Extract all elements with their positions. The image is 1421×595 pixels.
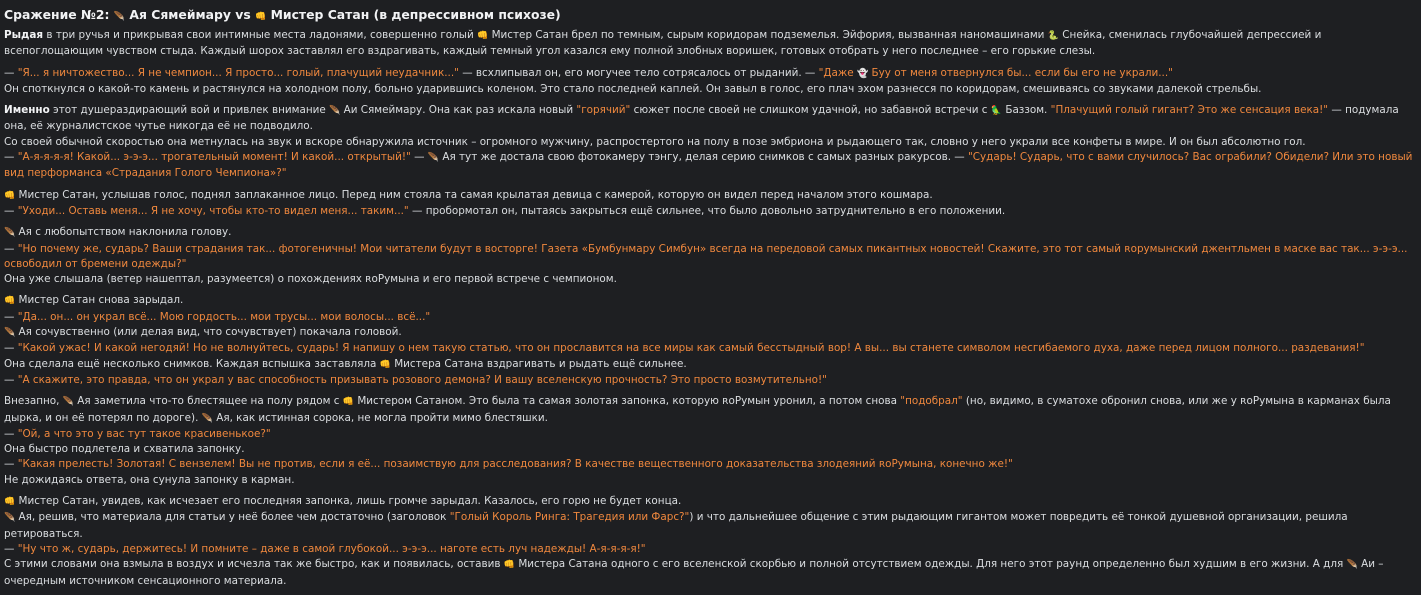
paragraph-5: 🪶 Ая с любопытством наклонила голову. — "Но почему же, сударь? Ваши страдания так... фотогеничны! Мои читатели будут в восторге! Газета «Бумбунмару Симбун» всегда на передовой самых пикантных новостей! Скажите, это тот самый ʀᴏрумынский джентльмен в маске вас так... э-э-э... освободил от бремени одежды?" Она уже слышала (ветер нашептал, разумеется) о похождениях ʀᴏРумына и его первой встрече с чемпионом. — [4, 226, 1408, 286]
buu-icon: 👻 — [856, 68, 869, 79]
paragraph-7: Внезапно, 🪶 Ая заметила что-то блестящее на полу рядом с 👊 Мистером Сатаном. Это была та самая золотая запонка, которую ʀᴏРумын уронил, а потом снова "подобрал" (но, видимо, в суматохе обронил снова, или же у ʀᴏРумына в карманах была дырка, и он её потерял по дороге). 🪶 Ая, как истинная сорока, не могла пройти мимо блестяшки. — "Ой, а что это у вас тут такое красивенькое?" Она быстро подлетела и схватила запонку. — "Какая прелесть! Золотая! С вензелем! Вы не против, если я её... позаимствую для расследования? В качестве вещественного доказательства злодеяний ʀᴏРумына, конечно же!" Не дожидаясь ответа, она сунула запонку в карман. — [4, 395, 1391, 486]
aya-icon: 🪶 — [113, 12, 126, 22]
satan-icon: 👊 — [342, 397, 355, 408]
aya-icon: 🪶 — [427, 153, 440, 164]
satan-icon: 👊 — [4, 296, 16, 307]
snake-icon: 🐍 — [1047, 31, 1059, 41]
paragraph-4: 👊 Мистер Сатан, услышав голос, поднял заплаканное лицо. Перед ним стояла та самая крылатая девица с камерой, которую он видел перед началом этого кошмара. — "Уходи... Оставь меня... Я не хочу, чтобы кто-то видел меня... таким..." — пробормотал он, пытаясь закрыться ещё сильнее, что было довольно затруднительно в его положении. — [4, 188, 1006, 217]
bazzom-icon: 🦜 — [990, 106, 1002, 117]
aya-icon: 🪶 — [4, 328, 16, 339]
satan-icon: 👊 — [477, 31, 489, 41]
satan-icon: 👊 — [4, 190, 16, 201]
document — [4, 6, 1416, 595]
aya-icon: 🪶 — [4, 513, 16, 524]
aya-icon: 🪶 — [1346, 560, 1358, 571]
paragraph-6: 👊 Мистер Сатан снова зарыдал. — "Да... он... он украл всё... Мою гордость... мои трусы... мои волосы... всё..." 🪶 Ая сочувственно (или делая вид, что сочувствует) покачала головой. — "Какой ужас! И какой негодяй! Но не волнуйтесь, сударь! Я напишу о нем такую статью, что он прославится на все миры как самый бесстыдный вор! А вы... вы станете символом несгибаемого духа, даже перед лицом полного... раздевания!" Она сделала ещё несколько снимков. Каждая вспышка заставляла 👊 Мистера Сатана вздрагивать и рыдать ещё сильнее. — "А скажите, это правда, что он украл у вас способность призывать розового демона? И вашу вселенскую прочность? Это просто возмутительно!" — [4, 294, 1365, 386]
satan-icon: 👊 — [4, 497, 16, 508]
satan-icon: 👊 — [379, 359, 391, 370]
satan-icon: 👊 — [255, 12, 267, 22]
aya-icon: 🪶 — [201, 413, 213, 424]
paragraph-1: Рыдая в три ручья и прикрывая свои интимные места ладонями, совершенно голый 👊 Мистер Сатан брел по темным, сырым коридорам подземелья. Эйфория, вызванная наномашинами 🐍 Снейка, сменилась глубочайшей депрессией и всепоглощающим чувством стыда. Каждый шорох заставлял его вздрагивать, каждый темный угол казался ему полной злобных воришек, готовых отобрать у него последнее – его горькие слезы. — [4, 29, 1322, 58]
aya-icon: 🪶 — [4, 228, 16, 239]
satan-icon: 👊 — [503, 560, 515, 571]
paragraph-3: Именно этот душераздирающий вой и привлек внимание 🪶 Аи Сямеймару. Она как раз искала новый "горячий" сюжет после своей не слишком удачной, но забавной встречи с 🦜 Баззом. "Плачущий голый гигант? Это же сенсация века!" — подумала она, её журналистское чутье никогда её не подводило. Со своей обычной скоростью она метнулась на звук и вскоре обнаружила источник – огромного мужчину, распростертого на полу в позе эмбриона и рыдающего так, словно у него украли все конфеты в мире. И он был абсолютно гол. — "А-я-я-я-я! Какой... э-э-э... трогательный момент! И какой... открытый!" — 🪶 Ая тут же достала свою фотокамеру тэнгу, делая серию снимков с самых разных ракурсов. — "Сударь! Сударь, что с вами случилось? Вас ограбили? Обидели? Или это новый вид перформанса «Страдания Голого Чемпиона»?" — [4, 104, 1413, 180]
aya-icon: 🪶 — [62, 397, 74, 408]
battle-title: Сражение №2: 🪶 Ая Сямеймару vs 👊 Мистер Сатан (в депрессивном психозе) — [4, 7, 561, 22]
aya-icon: 🪶 — [329, 106, 341, 117]
paragraph-8: 👊 Мистер Сатан, увидев, как исчезает его последняя запонка, лишь громче зарыдал. Казалось, его горю не будет конца. 🪶 Ая, решив, что материала для статьи у неё более чем достаточно (заголовок "Голый Король Ринга: Трагедия или Фарс?") и что дальнейшее общение с этим рыдающим гигантом может повредить её тонкой душевной организации, решила ретироваться. — "Ну что ж, сударь, держитесь! И помните – даже в самой глубокой... э-э-э... наготе есть луч надежды! А-я-я-я-я!" С этими словами она взмыла в воздух и исчезла так же быстро, как и появилась, оставив 👊 Мистера Сатана одного с его вселенской скорбью и полной отсутствием одежды. Для него этот раунд определенно был худшим в его жизни. А для 🪶 Аи – очередным источником сенсационного материала. — [4, 495, 1384, 587]
paragraph-2: — "Я... я ничтожество... Я не чемпион... Я просто... голый, плачущий неудачник..." — всхлипывал он, его могучее тело сотрясалось от рыданий. — "Даже 👻 Буу от меня отвернулся бы... если бы его не украли..." Он споткнулся о какой-то камень и растянулся на холодном полу, больно ударившись коленом. Это стало последней каплей. Он завыл в голос, его плач эхом разнесся по коридорам, смешиваясь со звуками далекой стрельбы. — [4, 66, 1262, 95]
